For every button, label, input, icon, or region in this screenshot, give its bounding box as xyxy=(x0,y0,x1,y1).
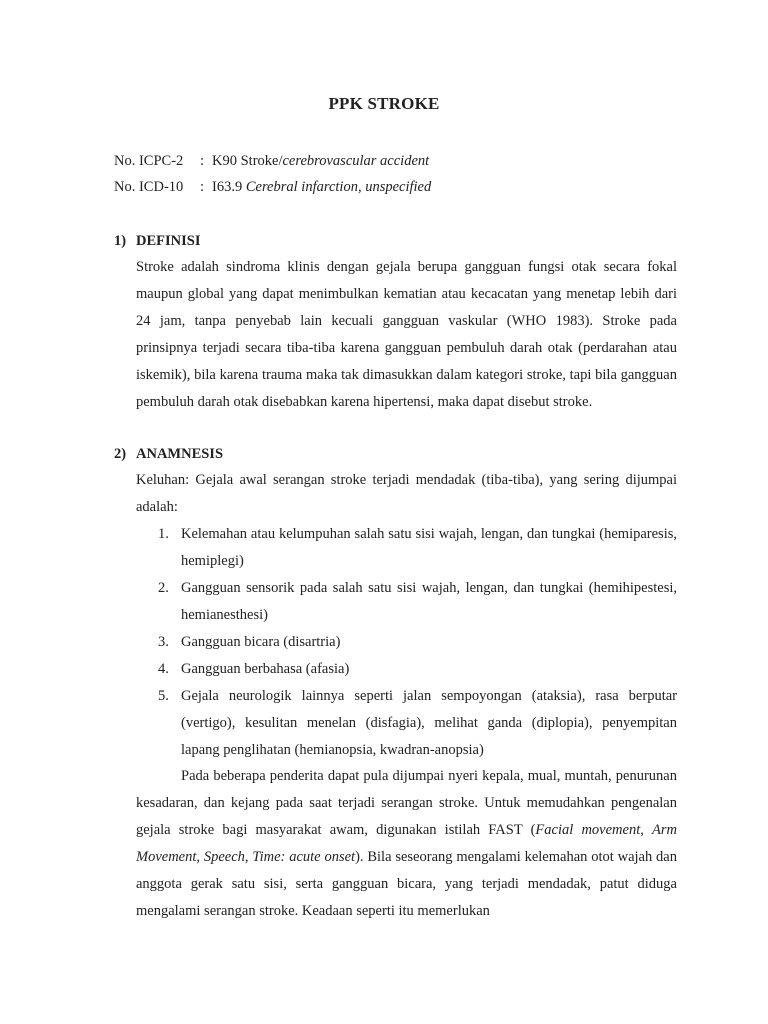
page-title: PPK STROKE xyxy=(328,94,440,113)
definisi-paragraph: Stroke adalah sindroma klinis dengan gejala berupa gangguan fungsi otak secara fokal maupun global yang dapat menimbulkan kematian atau kecacatan yang menetap lebih dari 24 jam, tanpa penyebab lain kecuali gangguan vaskular (WHO 1983). Stroke pada prinsipnya terjadi secara tiba-tiba karena gangguan pembuluh darah otak (perdarahan atau iskemik), bila karena trauma maka tak dimasukkan dalam kategori stroke, tapi bila gangguan pembuluh darah otak disebabkan karena hipertensi, maka dapat disebut stroke. xyxy=(136,259,677,410)
icpc-code-row xyxy=(114,151,429,171)
list-item: 2. Gangguan sensorik pada salah satu sisi wajah, lengan, dan tungkai (hemihipestesi, hemianesthesi) xyxy=(158,580,677,623)
section-number: 1) xyxy=(114,233,127,249)
section-title: ANAMNESIS xyxy=(136,446,224,462)
icd-code-row xyxy=(114,177,431,197)
icpc-description: cerebrovascular accident xyxy=(282,153,430,169)
icpc-label: No. ICPC-2 xyxy=(114,153,184,169)
list-item: 3. Gangguan bicara (disartria) xyxy=(158,634,341,650)
list-item: 5. Gejala neurologik lainnya seperti jalan sempoyongan (ataksia), rasa berputar (vertigo), kesulitan menelan (disfagia), melihat ganda (diplopia), penyempitan lapang penglihatan (hemianopsia, kwadran-anopsia) xyxy=(158,688,677,758)
section-title: DEFINISI xyxy=(136,233,201,249)
list-item: 4. Gangguan berbahasa (afasia) xyxy=(158,661,350,677)
anamnesis-intro: Keluhan: Gejala awal serangan stroke terjadi mendadak (tiba-tiba), yang sering dijumpai adalah: xyxy=(136,472,677,515)
icpc-code: K90 Stroke/ xyxy=(212,153,283,169)
icpc-colon: : xyxy=(200,153,205,169)
icd-colon: : xyxy=(200,179,205,195)
icd-label: No. ICD-10 xyxy=(114,179,184,195)
section-number: 2) xyxy=(114,446,127,462)
symptom-list xyxy=(136,521,677,764)
icd-description: Cerebral infarction, unspecified xyxy=(245,179,432,195)
anamnesis-paragraph: Pada beberapa penderita dapat pula dijumpai nyeri kepala, mual, muntah, penurunan kesadaran, dan kejang pada saat terjadi serangan stroke. Untuk memudahkan pengenalan gejala stroke bagi masyarakat awam, digunakan istilah FAST (Facial movement, Arm Movement, Speech, Time: acute onset). Bila seseorang mengalami kelemahan otot wajah dan anggota gerak satu sisi, serta gangguan bicara, yang terjadi mendadak, patut diduga mengalami serangan stroke. Keadaan seperti itu memerlukan xyxy=(136,768,677,919)
section-heading-definisi xyxy=(114,231,200,251)
section-heading-anamnesis xyxy=(114,444,223,464)
list-item: 1. Kelemahan atau kelumpuhan salah satu sisi wajah, lengan, dan tungkai (hemiparesis, hemiplegi) xyxy=(158,526,677,569)
icd-code: I63.9 xyxy=(212,179,246,195)
